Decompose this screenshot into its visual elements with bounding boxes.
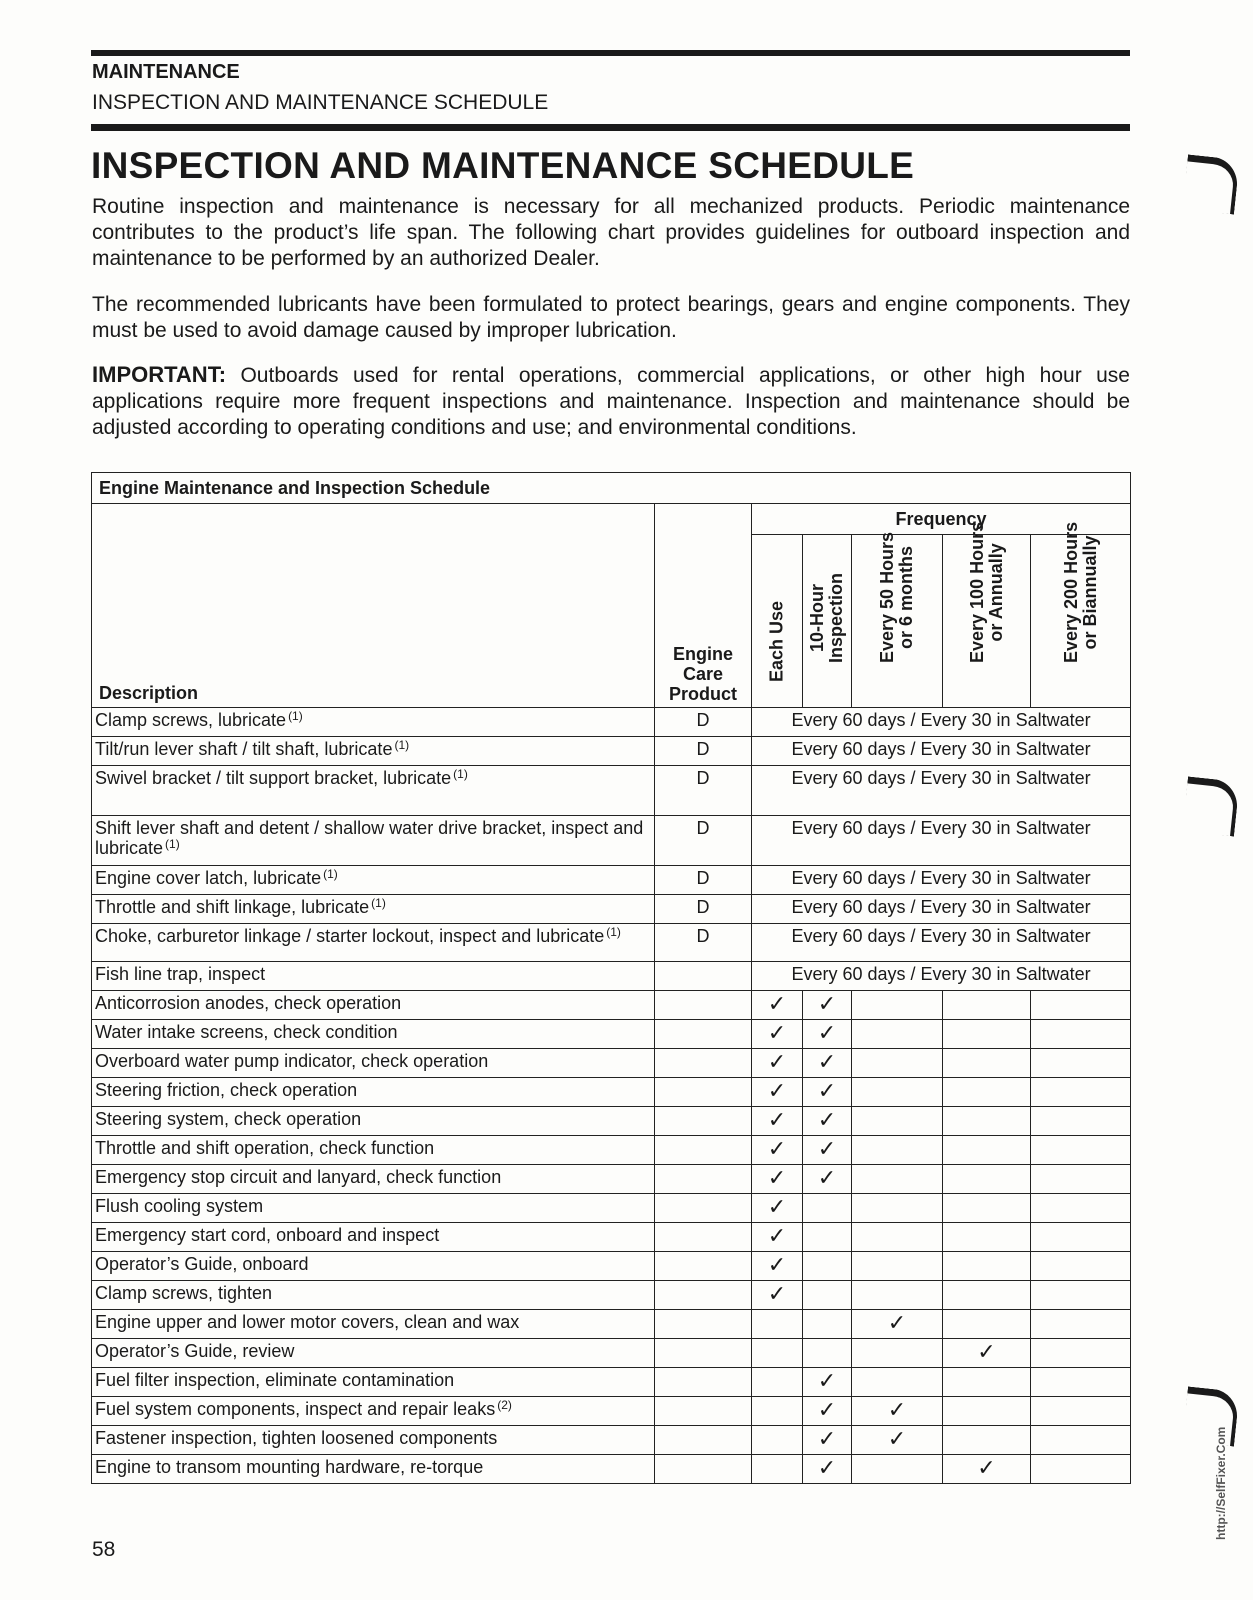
footnote-marker: (1) [323, 867, 338, 881]
lubricant-paragraph: The recommended lubricants have been formulated to protect bearings, gears and engine components. They must be used to avoid damage caused by improper lubrication. [92, 293, 1130, 342]
description-cell [92, 1397, 655, 1426]
empty-frequency-cell [943, 1368, 1031, 1397]
engine-care-product-cell: D [655, 924, 752, 962]
table-row [92, 1223, 1131, 1252]
column-header-engine-care-product [655, 504, 752, 708]
table-row [92, 766, 1131, 816]
engine-care-product-cell [655, 1252, 752, 1281]
empty-frequency-cell [752, 1310, 803, 1339]
description-cell [92, 1020, 655, 1049]
table-row [92, 1020, 1131, 1049]
frequency-note-cell: Every 60 days / Every 30 in Saltwater [752, 766, 1131, 816]
empty-frequency-cell [852, 1194, 943, 1223]
table-row [92, 1165, 1131, 1194]
important-label: IMPORTANT: [92, 362, 227, 387]
empty-frequency-cell [943, 1223, 1031, 1252]
table-row [92, 1368, 1131, 1397]
empty-frequency-cell [852, 1281, 943, 1310]
description-cell [92, 895, 655, 924]
description-text: Swivel bracket / tilt support bracket, lubricate [95, 768, 452, 788]
table-row [92, 1310, 1131, 1339]
description-cell [92, 1194, 655, 1223]
engine-care-product-cell: D [655, 708, 752, 737]
check-mark: ✓ [752, 1107, 803, 1136]
empty-frequency-cell [1031, 1397, 1131, 1426]
empty-frequency-cell [943, 1049, 1031, 1078]
check-rows [92, 991, 1131, 1484]
footnote-marker: (1) [394, 738, 410, 752]
description-cell [92, 737, 655, 766]
empty-frequency-cell [943, 1426, 1031, 1455]
empty-frequency-cell [852, 1078, 943, 1107]
empty-frequency-cell [852, 1107, 943, 1136]
subsection-heading: INSPECTION AND MAINTENANCE SCHEDULE [92, 91, 549, 114]
column-header-frequency: Frequency [752, 504, 1131, 535]
description-cell [92, 1223, 655, 1252]
table-title: Engine Maintenance and Inspection Schedule [92, 473, 1131, 504]
empty-frequency-cell [852, 1223, 943, 1252]
empty-frequency-cell [1031, 1339, 1131, 1368]
empty-frequency-cell [852, 1368, 943, 1397]
empty-frequency-cell [803, 1310, 852, 1339]
engine-care-product-cell [655, 1426, 752, 1455]
empty-frequency-cell [1031, 1165, 1131, 1194]
empty-frequency-cell [1031, 1455, 1131, 1484]
check-mark: ✓ [943, 1455, 1031, 1484]
empty-frequency-cell [943, 1252, 1031, 1281]
check-mark: ✓ [803, 1136, 852, 1165]
table-row [92, 1339, 1131, 1368]
empty-frequency-cell [943, 1107, 1031, 1136]
footnote-marker: (1) [606, 925, 621, 939]
description-text: Steering system, check operation [95, 1109, 362, 1129]
empty-frequency-cell [1031, 1136, 1131, 1165]
empty-frequency-cell [752, 1455, 803, 1484]
frequency-note-cell: Every 60 days / Every 30 in Saltwater [752, 962, 1131, 991]
description-text: Choke, carburetor linkage / starter lockout, inspect and lubricate [95, 926, 605, 946]
empty-frequency-cell [752, 1368, 803, 1397]
table-row [92, 991, 1131, 1020]
check-mark: ✓ [752, 1252, 803, 1281]
empty-frequency-cell [852, 1455, 943, 1484]
description-cell [92, 1078, 655, 1107]
footnote-marker: (1) [288, 709, 303, 723]
freq-header-50-hours: Every 50 Hours or 6 months [852, 535, 943, 708]
empty-frequency-cell [943, 1136, 1031, 1165]
empty-frequency-cell [943, 1078, 1031, 1107]
empty-frequency-cell [943, 1310, 1031, 1339]
table-row [92, 1078, 1131, 1107]
important-paragraph [92, 362, 1130, 441]
empty-frequency-cell [1031, 1252, 1131, 1281]
footnote-marker: (1) [165, 837, 180, 851]
description-text: Engine cover latch, lubricate [95, 868, 322, 888]
empty-frequency-cell [852, 1049, 943, 1078]
empty-frequency-cell [852, 1339, 943, 1368]
frequency-note-cell: Every 60 days / Every 30 in Saltwater [752, 737, 1131, 766]
empty-frequency-cell [943, 1165, 1031, 1194]
check-mark: ✓ [803, 991, 852, 1020]
check-mark: ✓ [803, 1107, 852, 1136]
empty-frequency-cell [1031, 1194, 1131, 1223]
description-text: Clamp screws, lubricate [95, 710, 287, 730]
table-row [92, 895, 1131, 924]
ecp-header-line3: Product [668, 684, 737, 704]
engine-care-product-cell [655, 991, 752, 1020]
check-mark: ✓ [803, 1368, 852, 1397]
empty-frequency-cell [943, 1194, 1031, 1223]
maintenance-schedule-table [91, 472, 1131, 1484]
description-cell [92, 866, 655, 895]
frequency-note-cell: Every 60 days / Every 30 in Saltwater [752, 924, 1131, 962]
description-cell [92, 1368, 655, 1397]
engine-care-product-cell [655, 1165, 752, 1194]
empty-frequency-cell [943, 1397, 1031, 1426]
page-number: 58 [92, 1538, 116, 1561]
check-mark: ✓ [803, 1426, 852, 1455]
table-row [92, 924, 1131, 962]
description-text: Emergency stop circuit and lanyard, check function [95, 1167, 502, 1187]
frequency-note-cell: Every 60 days / Every 30 in Saltwater [752, 895, 1131, 924]
check-mark: ✓ [943, 1339, 1031, 1368]
header-top-rule [91, 50, 1130, 56]
table-row [92, 816, 1131, 866]
lubrication-rows [92, 708, 1131, 991]
check-mark: ✓ [752, 1049, 803, 1078]
empty-frequency-cell [852, 1165, 943, 1194]
description-cell [92, 1252, 655, 1281]
description-cell [92, 962, 655, 991]
check-mark: ✓ [852, 1397, 943, 1426]
empty-frequency-cell [943, 991, 1031, 1020]
description-text: Throttle and shift operation, check function [95, 1138, 435, 1158]
freq-header-10-hour: 10-Hour Inspection [803, 535, 852, 708]
empty-frequency-cell [803, 1223, 852, 1252]
table-row [92, 708, 1131, 737]
description-text: Engine upper and lower motor covers, clean and wax [95, 1312, 520, 1332]
description-text: Steering friction, check operation [95, 1080, 358, 1100]
check-mark: ✓ [852, 1310, 943, 1339]
table-row [92, 737, 1131, 766]
frequency-note-cell: Every 60 days / Every 30 in Saltwater [752, 816, 1131, 866]
empty-frequency-cell [1031, 1049, 1131, 1078]
freq-header-each-use: Each Use [752, 535, 803, 708]
check-mark: ✓ [752, 1020, 803, 1049]
engine-care-product-cell: D [655, 816, 752, 866]
check-mark: ✓ [752, 1136, 803, 1165]
description-cell [92, 1426, 655, 1455]
check-mark: ✓ [752, 1194, 803, 1223]
check-mark: ✓ [803, 1049, 852, 1078]
engine-care-product-cell [655, 1281, 752, 1310]
table-row [92, 866, 1131, 895]
check-mark: ✓ [803, 1078, 852, 1107]
description-text: Overboard water pump indicator, check operation [95, 1051, 489, 1071]
description-text: Throttle and shift linkage, lubricate [95, 897, 370, 917]
description-cell [92, 1165, 655, 1194]
empty-frequency-cell [752, 1426, 803, 1455]
empty-frequency-cell [1031, 1078, 1131, 1107]
table-row [92, 1049, 1131, 1078]
engine-care-product-cell [655, 1455, 752, 1484]
engine-care-product-cell: D [655, 866, 752, 895]
check-mark: ✓ [752, 1165, 803, 1194]
description-text: Water intake screens, check condition [95, 1022, 398, 1042]
check-mark: ✓ [803, 1397, 852, 1426]
description-cell [92, 924, 655, 962]
section-heading: MAINTENANCE [92, 61, 240, 83]
engine-care-product-cell [655, 1078, 752, 1107]
intro-paragraph: Routine inspection and maintenance is necessary for all mechanized products. Periodic maintenance contributes to the product’s life span. The following chart provides guidelines for outboard inspection and maintenance to be performed by an authorized Dealer. [92, 195, 1130, 270]
table-row [92, 962, 1131, 991]
check-mark: ✓ [752, 1078, 803, 1107]
column-header-description: Description [92, 504, 655, 708]
description-cell [92, 1049, 655, 1078]
table-row [92, 1455, 1131, 1484]
check-mark: ✓ [803, 1455, 852, 1484]
description-cell [92, 1455, 655, 1484]
binder-tab [1191, 775, 1253, 831]
ecp-header-line2: Care [682, 664, 724, 684]
check-mark: ✓ [752, 1281, 803, 1310]
engine-care-product-cell: D [655, 895, 752, 924]
check-mark: ✓ [752, 991, 803, 1020]
freq-header-200-hours: Every 200 Hours or Biannually [1031, 535, 1131, 708]
engine-care-product-cell [655, 1020, 752, 1049]
empty-frequency-cell [1031, 1020, 1131, 1049]
check-mark: ✓ [752, 1223, 803, 1252]
table-row [92, 1194, 1131, 1223]
engine-care-product-cell [655, 1223, 752, 1252]
check-mark: ✓ [803, 1020, 852, 1049]
empty-frequency-cell [1031, 1310, 1131, 1339]
empty-frequency-cell [803, 1339, 852, 1368]
frequency-note-cell: Every 60 days / Every 30 in Saltwater [752, 866, 1131, 895]
engine-care-product-cell [655, 1397, 752, 1426]
empty-frequency-cell [1031, 1281, 1131, 1310]
check-mark: ✓ [852, 1426, 943, 1455]
empty-frequency-cell [943, 1020, 1031, 1049]
description-cell [92, 816, 655, 866]
engine-care-product-cell: D [655, 766, 752, 816]
engine-care-product-cell: D [655, 737, 752, 766]
description-cell [92, 1281, 655, 1310]
description-cell [92, 1310, 655, 1339]
engine-care-product-cell [655, 1136, 752, 1165]
engine-care-product-cell [655, 1194, 752, 1223]
engine-care-product-cell [655, 1339, 752, 1368]
engine-care-product-cell [655, 962, 752, 991]
header-bottom-rule [91, 124, 1130, 131]
freq-header-100-hours: Every 100 Hours or Annually [943, 535, 1031, 708]
description-text: Engine to transom mounting hardware, re-torque [95, 1457, 484, 1477]
empty-frequency-cell [852, 991, 943, 1020]
description-cell [92, 991, 655, 1020]
binder-tab [1191, 153, 1253, 209]
description-text: Fuel system components, inspect and repair leaks [95, 1399, 496, 1419]
check-mark: ✓ [803, 1165, 852, 1194]
page-title: INSPECTION AND MAINTENANCE SCHEDULE [91, 145, 915, 186]
empty-frequency-cell [803, 1194, 852, 1223]
empty-frequency-cell [1031, 991, 1131, 1020]
engine-care-product-cell [655, 1107, 752, 1136]
footnote-marker: (1) [371, 896, 386, 910]
description-cell [92, 766, 655, 816]
description-text: Fuel filter inspection, eliminate contamination [95, 1370, 455, 1390]
table-row [92, 1107, 1131, 1136]
empty-frequency-cell [852, 1020, 943, 1049]
description-text: Anticorrosion anodes, check operation [95, 993, 402, 1013]
important-text: Outboards used for rental operations, commercial applications, or other high hour use applications require more frequent inspections and maintenance. Inspection and maintenance should be adjusted according to operating conditions and use; and environmental conditions. [92, 364, 1130, 439]
engine-care-product-cell [655, 1310, 752, 1339]
empty-frequency-cell [803, 1281, 852, 1310]
footnote-marker: (1) [453, 767, 468, 781]
table-row [92, 1136, 1131, 1165]
empty-frequency-cell [1031, 1368, 1131, 1397]
description-text: Clamp screws, tighten [95, 1283, 273, 1303]
empty-frequency-cell [1031, 1223, 1131, 1252]
description-text: Operator’s Guide, review [95, 1341, 295, 1361]
table-row [92, 1397, 1131, 1426]
description-text: Emergency start cord, onboard and inspect [95, 1225, 440, 1245]
frequency-note-cell: Every 60 days / Every 30 in Saltwater [752, 708, 1131, 737]
ecp-header-line1: Engine [672, 644, 733, 664]
description-cell [92, 1339, 655, 1368]
description-text: Shift lever shaft and detent / shallow water drive bracket, inspect and lubricate [95, 818, 644, 858]
description-text: Operator’s Guide, onboard [95, 1254, 309, 1274]
empty-frequency-cell [803, 1252, 852, 1281]
engine-care-product-cell [655, 1049, 752, 1078]
description-text: Fish line trap, inspect [95, 964, 266, 984]
empty-frequency-cell [943, 1281, 1031, 1310]
empty-frequency-cell [1031, 1107, 1131, 1136]
footnote-marker: (2) [497, 1398, 512, 1412]
table-row [92, 1252, 1131, 1281]
description-cell [92, 1136, 655, 1165]
description-cell [92, 708, 655, 737]
watermark: http://SelfFixer.Com [1214, 1426, 1228, 1540]
description-text: Fastener inspection, tighten loosened components [95, 1428, 498, 1448]
description-text: Tilt/run lever shaft / tilt shaft, lubricate [95, 739, 393, 759]
description-cell [92, 1107, 655, 1136]
table-row [92, 1426, 1131, 1455]
table-row [92, 1281, 1131, 1310]
empty-frequency-cell [752, 1397, 803, 1426]
engine-care-product-cell [655, 1368, 752, 1397]
description-text: Flush cooling system [95, 1196, 264, 1216]
empty-frequency-cell [852, 1252, 943, 1281]
empty-frequency-cell [852, 1136, 943, 1165]
empty-frequency-cell [752, 1339, 803, 1368]
empty-frequency-cell [1031, 1426, 1131, 1455]
